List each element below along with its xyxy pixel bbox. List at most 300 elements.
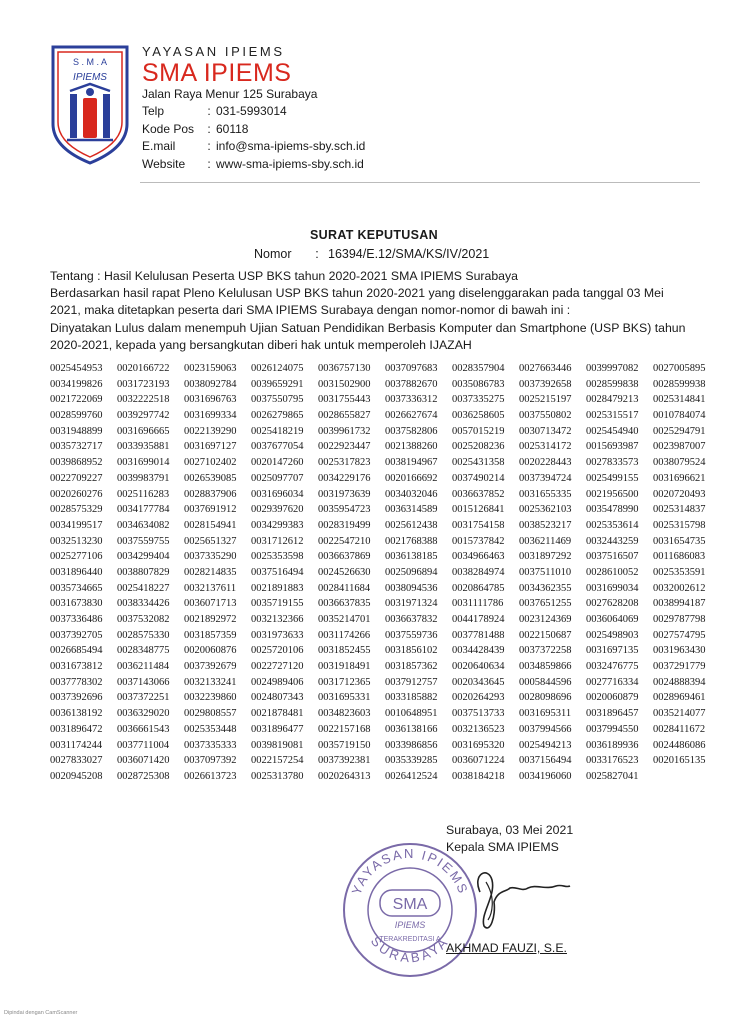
participant-number: 0028411684 [318, 582, 371, 594]
website-row [142, 156, 365, 174]
participant-number: 0026412524 [385, 770, 438, 782]
participant-number: 0025353448 [184, 723, 237, 735]
participant-number: 0037335290 [184, 551, 237, 563]
participant-number: 0038334426 [117, 598, 170, 610]
participant-number: 0031696621 [653, 472, 706, 484]
participant-number: 0037336312 [385, 394, 438, 406]
participant-number: 0037781488 [452, 629, 505, 641]
participant-number-table [50, 361, 720, 785]
participant-number: 0028575329 [50, 504, 103, 516]
participant-number: 0027005895 [653, 363, 706, 374]
participant-number: 0020147260 [251, 457, 304, 469]
participant-number: 0031896457 [586, 708, 639, 720]
participant-number: 0038092784 [184, 378, 237, 390]
signature-place-date: Surabaya, 03 Mei 2021 [446, 823, 574, 837]
participant-number: 0031696763 [184, 394, 237, 406]
participant-number: 0031896477 [251, 723, 304, 735]
participant-number: 0025314841 [653, 394, 706, 406]
participant-number: 0032222518 [117, 394, 170, 406]
participant-number: 0025454940 [586, 425, 639, 437]
participant-number: 0020264313 [318, 770, 371, 782]
participant-number: 0028610052 [586, 566, 639, 578]
participant-number: 0037392381 [318, 755, 371, 767]
participant-number: 0027833573 [586, 457, 639, 469]
foundation-name: YAYASAN IPIEMS [142, 44, 285, 59]
participant-number: 0031655335 [519, 488, 572, 500]
participant-number: 0037097392 [184, 755, 237, 767]
participant-number: 0034299383 [251, 519, 304, 531]
document-title: SURAT KEPUTUSAN [310, 228, 438, 242]
participant-number: 0024888394 [653, 676, 706, 688]
participant-number: 0033176523 [586, 755, 639, 767]
participant-number: 0031695320 [452, 739, 505, 751]
telp-row [142, 103, 365, 121]
participant-number: 0022727120 [251, 661, 304, 673]
participant-number: 0034199517 [50, 519, 103, 531]
participant-number: 0028655827 [318, 410, 371, 422]
participant-number: 0010784074 [653, 410, 706, 422]
participant-number: 0036637835 [318, 598, 371, 610]
participant-number: 0036757130 [318, 363, 371, 374]
participant-number: 0036329020 [117, 708, 170, 720]
participant-number: 0020640634 [452, 661, 505, 673]
participant-number: 0031856102 [385, 645, 438, 657]
participant-number: 0037335275 [452, 394, 505, 406]
participant-number: 0025498903 [586, 629, 639, 641]
school-logo [50, 44, 130, 166]
participant-number: 0037516494 [251, 566, 304, 578]
participant-number: 0036637852 [452, 488, 505, 500]
participant-number: 0038094536 [385, 582, 438, 594]
participant-number: 0037691912 [184, 504, 237, 516]
participant-number: 0038184218 [452, 770, 505, 782]
participant-number: 0034196060 [519, 770, 572, 782]
participant-number: 0036138192 [50, 708, 103, 720]
participant-number: 0037550795 [251, 394, 304, 406]
participant-number: 0025315798 [653, 519, 706, 531]
participant-number: 0022547210 [318, 535, 371, 547]
participant-number: 0034428439 [452, 645, 505, 657]
body-line: 2020-2021, kepada yang bersangkutan diberi hak untuk memperoleh IJAZAH [50, 337, 472, 352]
participant-number: 0037392658 [519, 378, 572, 390]
participant-number: 0020060879 [586, 692, 639, 704]
participant-number: 0028214835 [184, 566, 237, 578]
table-row [50, 643, 720, 659]
body-line: Berdasarkan hasil rapat Pleno Kelulusan USP BKS tahun 2020-2021 yang diselenggarakan pada tanggal 03 Mei [50, 286, 664, 301]
stamp-center-text: SMA [392, 896, 428, 913]
participant-number: 0025827041 [586, 770, 639, 782]
participant-number: 0025294791 [653, 425, 706, 437]
participant-number: 0032239860 [184, 692, 237, 704]
participant-number: 0037392679 [184, 661, 237, 673]
participant-number: 0021891883 [251, 582, 304, 594]
participant-number: 0029808557 [184, 708, 237, 720]
table-row [50, 439, 720, 455]
participant-number: 0028599938 [653, 378, 706, 390]
participant-number: 0031918491 [318, 661, 371, 673]
participant-number: 0044178924 [452, 614, 505, 625]
nomor-label: Nomor [254, 247, 292, 261]
participant-number: 0036637832 [385, 614, 438, 625]
participant-number: 0031712612 [251, 535, 304, 547]
participant-number: 0025314837 [653, 504, 706, 516]
participant-number: 0025313780 [251, 770, 304, 782]
participant-number: 0031699014 [117, 457, 170, 469]
participant-number: 0031174244 [50, 739, 103, 751]
participant-number: 0037372258 [519, 645, 572, 657]
participant-number: 0035086783 [452, 378, 505, 390]
participant-number: 0037511010 [519, 566, 572, 578]
participant-number: 0025651327 [184, 535, 237, 547]
participant-number: 0037582806 [385, 425, 438, 437]
participant-number: 0034966463 [452, 551, 505, 563]
participant-number: 0015126841 [452, 504, 505, 516]
table-row [50, 581, 720, 597]
logo-brand-text: IPIEMS [73, 72, 107, 83]
table-row [50, 534, 720, 550]
kodepos-separator: : [207, 121, 211, 136]
participant-number: 0037336486 [50, 614, 103, 625]
stamp-accreditation-text: TERAKREDITASI A [379, 936, 441, 943]
participant-number: 0037651255 [519, 598, 572, 610]
kodepos-label: Kode Pos [142, 121, 195, 136]
participant-number: 0031695331 [318, 692, 371, 704]
participant-number: 0021768388 [385, 535, 438, 547]
table-row [50, 392, 720, 408]
participant-number [653, 769, 720, 785]
table-row [50, 769, 720, 785]
telp-separator: : [207, 104, 211, 118]
participant-number: 0028725308 [117, 770, 170, 782]
participant-number: 0028154941 [184, 519, 237, 531]
participant-number: 0025096894 [385, 566, 438, 578]
participant-number: 0037994550 [586, 723, 639, 735]
participant-number: 0025314172 [519, 441, 572, 453]
participant-number: 0035734665 [50, 582, 103, 594]
participant-number: 0036138166 [385, 723, 438, 735]
participant-number: 0038079524 [653, 457, 706, 469]
participant-number: 0020720493 [653, 488, 706, 500]
participant-number: 0035339285 [385, 755, 438, 767]
participant-number: 0026613723 [184, 770, 237, 782]
participant-number: 0036189936 [586, 739, 639, 751]
participant-number: 0037291779 [653, 661, 706, 673]
participant-number: 0010648951 [385, 708, 438, 720]
participant-number: 0037559736 [385, 629, 438, 641]
participant-number: 0033185882 [385, 692, 438, 704]
participant-number: 0032443259 [586, 535, 639, 547]
participant-number: 0021388260 [385, 441, 438, 453]
participant-number: 0020260276 [50, 488, 103, 500]
website-separator: : [207, 156, 211, 171]
participant-number: 0020165135 [653, 755, 706, 767]
table-row [50, 424, 720, 440]
participant-number: 0028357904 [452, 363, 505, 374]
participant-number: 0037394724 [519, 472, 572, 484]
participant-number: 0027628208 [586, 598, 639, 610]
participant-number: 0025720106 [251, 645, 304, 657]
participant-number: 0038523217 [519, 519, 572, 531]
signature-position: Kepala SMA IPIEMS [446, 840, 559, 854]
participant-number: 0036211484 [117, 661, 170, 673]
stamp-brand-text: IPIEMS [394, 920, 426, 930]
participant-number: 0035478990 [586, 504, 639, 516]
participant-number: 0028479213 [586, 394, 639, 406]
participant-number: 0026627674 [385, 410, 438, 422]
table-row [50, 675, 720, 691]
participant-number: 0031712365 [318, 676, 371, 688]
participant-number: 0034177784 [117, 504, 170, 516]
participant-number: 0034634082 [117, 519, 170, 531]
participant-number: 0037490214 [452, 472, 505, 484]
participant-number: 0036637869 [318, 551, 371, 563]
participant-number: 0039297742 [117, 410, 170, 422]
logo-top-text: S . M . A [72, 57, 108, 67]
table-row [50, 690, 720, 706]
scanner-watermark: Dipindai dengan CamScanner [4, 1010, 78, 1016]
participant-number: 0032136523 [452, 723, 505, 735]
participant-number: 0034362355 [519, 582, 572, 594]
participant-number: 0039983791 [117, 472, 170, 484]
participant-number: 0037882670 [385, 378, 438, 390]
participant-number: 0031695311 [519, 708, 572, 720]
participant-number: 0029397620 [251, 504, 304, 516]
document-number [254, 247, 489, 261]
participant-number: 0031654735 [653, 535, 706, 547]
participant-number: 0037677054 [251, 441, 304, 453]
participant-number: 0028599760 [50, 410, 103, 422]
table-row [50, 471, 720, 487]
participant-number: 0031174266 [318, 629, 371, 641]
participant-number: 0036071224 [452, 755, 505, 767]
participant-number: 0028575330 [117, 629, 170, 641]
table-row [50, 565, 720, 581]
table-row [50, 549, 720, 565]
participant-number: 0027833027 [50, 755, 103, 767]
participant-number: 0038994187 [653, 598, 706, 610]
letterhead-divider [140, 182, 700, 183]
participant-number: 0038284974 [452, 566, 505, 578]
participant-number: 0031699334 [184, 410, 237, 422]
participant-number: 0036064069 [586, 614, 639, 625]
participant-number: 0032133241 [184, 676, 237, 688]
participant-number: 0025499155 [586, 472, 639, 484]
participant-number: 0025097707 [251, 472, 304, 484]
kodepos-value: 60118 [216, 121, 249, 136]
participant-number: 0031723193 [117, 378, 170, 390]
participant-number: 0031857359 [184, 629, 237, 641]
participant-number: 0027663446 [519, 363, 572, 374]
signature-scribble [466, 862, 576, 936]
participant-number: 0020864785 [452, 582, 505, 594]
participant-number: 0038807829 [117, 566, 170, 578]
participant-number: 0038194967 [385, 457, 438, 469]
participant-number: 0037143066 [117, 676, 170, 688]
body-line: 2021, maka ditetapkan peserta dari SMA IPIEMS Surabaya dengan nomor-nomor di bawah ini : [50, 303, 571, 318]
participant-number: 0024486086 [653, 739, 706, 751]
participant-number: 0021892972 [184, 614, 237, 625]
table-row [50, 753, 720, 769]
participant-number: 0022923447 [318, 441, 371, 453]
participant-number: 0037335333 [184, 739, 237, 751]
participant-number: 0037912757 [385, 676, 438, 688]
participant-number: 0036661543 [117, 723, 170, 735]
participant-number: 0031755443 [318, 394, 371, 406]
school-stamp [340, 840, 480, 980]
table-row [50, 487, 720, 503]
table-row [50, 408, 720, 424]
participant-number: 0034859866 [519, 661, 572, 673]
participant-number: 0031696034 [251, 488, 304, 500]
participant-number: 0022139290 [184, 425, 237, 437]
participant-number: 0034199826 [50, 378, 103, 390]
participant-number: 0035719155 [251, 598, 304, 610]
table-row [50, 377, 720, 393]
table-row [50, 738, 720, 754]
telp-value: 031-5993014 [216, 104, 287, 118]
participant-number: 0031697127 [184, 441, 237, 453]
participant-number: 0021956500 [586, 488, 639, 500]
table-row [50, 706, 720, 722]
participant-number: 0005844596 [519, 676, 572, 688]
participant-number: 0025362103 [519, 504, 572, 516]
participant-number: 0037513733 [452, 708, 505, 720]
email-value: info@sma-ipiems-sby.sch.id [216, 139, 366, 153]
participant-number: 0023987007 [653, 441, 706, 453]
participant-number: 0035214077 [653, 708, 706, 720]
participant-number: 0034229176 [318, 472, 371, 484]
participant-number: 0036211469 [519, 535, 572, 547]
participant-number: 0028411672 [653, 723, 706, 735]
participant-number: 0022157254 [251, 755, 304, 767]
participant-number: 0031971324 [385, 598, 438, 610]
participant-number: 0037372251 [117, 692, 170, 704]
participant-number: 0032002612 [653, 582, 706, 594]
participant-number: 0031699034 [586, 582, 639, 594]
participant-number: 0031696665 [117, 425, 170, 437]
participant-number: 0030713472 [519, 425, 572, 437]
website-value: www-sma-ipiems-sby.sch.id [216, 156, 364, 171]
participant-number: 0039819081 [251, 739, 304, 751]
participant-number: 0025494213 [519, 739, 572, 751]
participant-number: 0029787798 [653, 614, 706, 625]
participant-number: 0020060876 [184, 645, 237, 657]
participant-number: 0025454953 [50, 363, 103, 374]
participant-number: 0020166722 [117, 363, 170, 374]
participant-number: 0028348775 [117, 645, 170, 657]
participant-number: 0031852455 [318, 645, 371, 657]
participant-number: 0011686083 [653, 551, 706, 563]
email-row [142, 138, 365, 156]
participant-number: 0025418219 [251, 425, 304, 437]
table-row [50, 612, 720, 628]
table-row [50, 722, 720, 738]
participant-number: 0026539085 [184, 472, 237, 484]
participant-number: 0037532082 [117, 614, 170, 625]
email-label: E.mail [142, 139, 176, 153]
participant-number: 0024807343 [251, 692, 304, 704]
participant-number: 0025277106 [50, 551, 103, 563]
telp-label: Telp [142, 104, 165, 118]
table-row [50, 659, 720, 675]
participant-number: 0031973639 [318, 488, 371, 500]
participant-number: 0031963430 [653, 645, 706, 657]
participant-number: 0015693987 [586, 441, 639, 453]
participant-number: 0037711004 [117, 739, 170, 751]
participant-number: 0037097683 [385, 363, 438, 374]
participant-number: 0025215197 [519, 394, 572, 406]
participant-number: 0023124369 [519, 614, 572, 625]
participant-number: 0028098696 [519, 692, 572, 704]
table-row [50, 628, 720, 644]
table-row [50, 596, 720, 612]
participant-number: 0028599838 [586, 378, 639, 390]
participant-number: 0020264293 [452, 692, 505, 704]
participant-number: 0025612438 [385, 519, 438, 531]
participant-number: 0020228443 [519, 457, 572, 469]
body-line: Dinyatakan Lulus dalam menempuh Ujian Satuan Pendidikan Berbasis Komputer dan Smartphone (USP BKS) tahun [50, 320, 686, 335]
participant-number: 0031502900 [318, 378, 371, 390]
participant-number: 0028969461 [653, 692, 706, 704]
participant-number: 0032137611 [184, 582, 237, 594]
participant-number: 0037559755 [117, 535, 170, 547]
participant-number: 0031896440 [50, 566, 103, 578]
participant-number: 0039868952 [50, 457, 103, 469]
participant-number: 0057015219 [452, 425, 505, 437]
body-line: Tentang : Hasil Kelulusan Peserta USP BKS tahun 2020-2021 SMA IPIEMS Surabaya [50, 269, 519, 283]
participant-number: 0020343645 [452, 676, 505, 688]
participant-number: 0036258605 [452, 410, 505, 422]
participant-number: 0035732717 [50, 441, 103, 453]
participant-number: 0035719150 [318, 739, 371, 751]
participant-number: 0025353614 [586, 519, 639, 531]
nomor-value: 16394/E.12/SMA/KS/IV/2021 [328, 247, 490, 261]
participant-number: 0039997082 [586, 363, 639, 374]
letterhead [142, 44, 365, 173]
kodepos-row [142, 121, 365, 139]
participant-number: 0032476775 [586, 661, 639, 673]
participant-number: 0025431358 [452, 457, 505, 469]
participant-number: 0036071420 [117, 755, 170, 767]
participant-number: 0039659291 [251, 378, 304, 390]
participant-number: 0023159063 [184, 363, 237, 374]
participant-number: 0025315517 [586, 410, 639, 422]
participant-number: 0033986856 [385, 739, 438, 751]
participant-number: 0022709227 [50, 472, 103, 484]
participant-number: 0035214701 [318, 614, 371, 625]
signatory-name: AKHMAD FAUZI, S.E. [446, 941, 567, 955]
participant-number: 0037994566 [519, 723, 572, 735]
participant-number: 0031948899 [50, 425, 103, 437]
participant-number: 0025353591 [653, 566, 706, 578]
school-address: Jalan Raya Menur 125 Surabaya [142, 87, 318, 101]
participant-number: 0025317823 [318, 457, 371, 469]
participant-number: 0039961732 [318, 425, 371, 437]
stamp-bottom-text: SURABAYA [367, 933, 453, 966]
participant-number: 0031673830 [50, 598, 103, 610]
participant-number: 0022157168 [318, 723, 371, 735]
participant-number: 0036071713 [184, 598, 237, 610]
table-row [50, 455, 720, 471]
participant-number: 0037516507 [586, 551, 639, 563]
nomor-separator: : [315, 247, 319, 261]
participant-number: 0031673812 [50, 661, 103, 673]
participant-number: 0032132366 [251, 614, 304, 625]
participant-number: 0022150687 [519, 629, 572, 641]
participant-number: 0024989406 [251, 676, 304, 688]
participant-number: 0031896472 [50, 723, 103, 735]
participant-number: 0033935881 [117, 441, 170, 453]
